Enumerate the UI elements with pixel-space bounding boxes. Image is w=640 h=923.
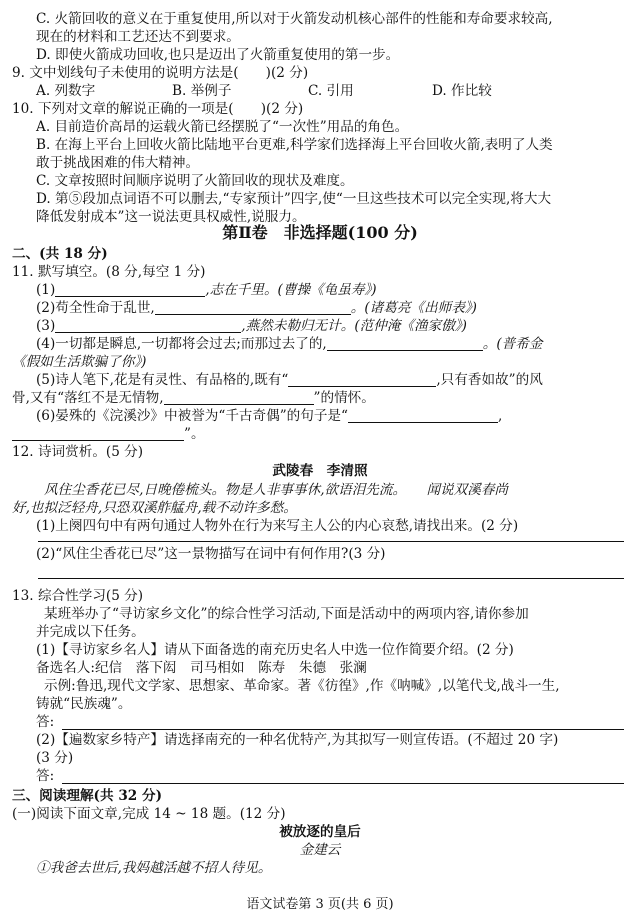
q13-sub2-line2: (3 分) xyxy=(36,750,74,766)
q11-line4: (4)一切都是瞬息,一切都将会过去;而那过去了的, 。(普希金 xyxy=(36,336,543,352)
q10-option-c[interactable]: C. 文章按照时间顺序说明了火箭回收的现状及难度。 xyxy=(36,173,354,189)
q13-answer-label1: 答: xyxy=(36,714,55,730)
q10-option-b-line1[interactable]: B. 在海上平台上回收火箭比陆地平台更难,科学家们选择海上平台回收火箭,表明了人类 xyxy=(36,137,553,153)
poem-title: 武陵春 李清照 xyxy=(272,463,368,479)
q13-candidates: 备选名人:纪信 落下闳 司马相如 陈寿 朱德 张澜 xyxy=(36,660,367,676)
section2-header: 二、(共 18 分) xyxy=(12,246,108,262)
article-author: 金建云 xyxy=(299,842,341,858)
q9-option-b[interactable]: B. 举例子 xyxy=(172,83,232,99)
q8-option-d: D. 即使火箭成功回收,也只是迈出了火箭重复使用的第一步。 xyxy=(36,47,400,63)
q11-line3: (3) ,燕然未勒归无计。(范仲淹《渔家傲》) xyxy=(36,318,467,334)
poem-line1: 风住尘香花已尽,日晚倦梳头。物是人非事事休,欲语泪先流。 闻说双溪春尚 xyxy=(44,482,509,498)
q11-stem: 11. 默写填空。(8 分,每空 1 分) xyxy=(12,264,206,280)
q13-answer-line1[interactable] xyxy=(62,729,624,730)
q13-answer-line2[interactable] xyxy=(62,783,624,784)
q13-answer-label2: 答: xyxy=(36,768,55,784)
q10-option-d-line2: 降低发射成本”这一说法更具权威性,说服力。 xyxy=(36,209,306,225)
q8-option-c-line2: 现在的材料和工艺还达不到要求。 xyxy=(36,29,240,45)
article-paragraph1: ①我爸去世后,我妈越活越不招人待见。 xyxy=(36,860,272,876)
q11-blank6[interactable] xyxy=(164,390,314,405)
q11-line1: (1) ,志在千里。(曹操《龟虽寿》) xyxy=(36,282,377,298)
q12-answer-line1[interactable] xyxy=(38,541,624,542)
q12-stem: 12. 诗词赏析。(5 分) xyxy=(12,444,144,460)
q13-intro-line2: 并完成以下任务。 xyxy=(36,624,145,640)
q11-line5b: 骨,又有“落红不是无情物, ”的情怀。 xyxy=(12,390,375,406)
q9-options xyxy=(36,82,626,100)
q10-stem: 10. 下列对文章的解说正确的一项是( )(2 分) xyxy=(12,101,304,117)
poem-line2: 好,也拟泛轻舟,只恐双溪舴艋舟,载不动许多愁。 xyxy=(12,500,297,516)
q11-line2: (2)苟全性命于乱世, 。(诸葛亮《出师表》) xyxy=(36,300,477,316)
q11-blank5[interactable] xyxy=(288,372,436,387)
q13-intro-line1: 某班举办了“寻访家乡文化”的综合性学习活动,下面是活动中的两项内容,请你参加 xyxy=(44,606,529,622)
q11-blank3[interactable] xyxy=(55,318,241,333)
q9-stem: 9. 文中划线句子未使用的说明方法是( )(2 分) xyxy=(12,65,309,81)
part2-title: 第Ⅱ卷 非选择题(100 分) xyxy=(222,223,418,242)
q9-option-d[interactable]: D. 作比较 xyxy=(432,83,492,99)
q9-option-a[interactable]: A. 列数字 xyxy=(36,83,96,99)
q12-answer-line2[interactable] xyxy=(38,578,624,579)
q8-option-c-line1: C. 火箭回收的意义在于重复使用,所以对于火箭发动机核心部件的性能和寿命要求较高, xyxy=(36,11,553,27)
q11-line6: (6)晏殊的《浣溪沙》中被誉为“千古奇偶”的句子是“ , xyxy=(36,408,503,424)
article-title: 被放逐的皇后 xyxy=(279,824,361,840)
q11-blank1[interactable] xyxy=(55,282,205,297)
q12-sub2: (2)“风住尘香花已尽”这一景物描写在词中有何作用?(3 分) xyxy=(36,546,386,562)
q13-example-line2: 铸就“民族魂”。 xyxy=(36,696,132,712)
q10-option-a[interactable]: A. 目前造价高昂的运载火箭已经摆脱了“一次性”用品的角色。 xyxy=(36,119,409,135)
page-footer: 语文试卷第 3 页(共 6 页) xyxy=(246,897,394,912)
q11-blank7[interactable] xyxy=(348,408,498,423)
q11-line4-source: 《假如生活欺骗了你》) xyxy=(12,354,147,370)
q12-sub1: (1)上阕四句中有两句通过人物外在行为来写主人公的内心哀愁,请找出来。(2 分) xyxy=(36,518,519,534)
q13-stem: 13. 综合性学习(5 分) xyxy=(12,588,144,604)
q13-example-line1: 示例:鲁迅,现代文学家、思想家、革命家。著《彷徨》,作《呐喊》,以笔代戈,战斗一生, xyxy=(44,678,560,694)
q11-line6b: ”。 xyxy=(12,425,626,443)
reading-part1: (一)阅读下面文章,完成 14 ~ 18 题。(12 分) xyxy=(12,806,286,822)
q11-blank4[interactable] xyxy=(327,336,483,351)
q11-blank2[interactable] xyxy=(155,300,351,315)
q10-option-b-line2: 敢于挑战困难的伟大精神。 xyxy=(36,155,200,171)
q9-option-c[interactable]: C. 引用 xyxy=(308,83,354,99)
q13-sub2-line1: (2)【遍数家乡特产】请选择南充的一种名优特产,为其拟写一则宣传语。(不超过 20 字) xyxy=(36,732,559,748)
q10-option-d-line1[interactable]: D. 第⑤段加点词语不可以删去,“专家预计”四字,使“一旦这些技术可以完全实现,将大大 xyxy=(36,191,552,207)
section3-header: 三、阅读理解(共 32 分) xyxy=(12,788,162,804)
q13-sub1: (1)【寻访家乡名人】请从下面备选的南充历史名人中选一位作简要介绍。(2 分) xyxy=(36,642,514,658)
q11-blank8[interactable] xyxy=(12,426,184,441)
q11-line5: (5)诗人笔下,花是有灵性、有品格的,既有“ ,只有香如故”的风 xyxy=(36,372,543,388)
